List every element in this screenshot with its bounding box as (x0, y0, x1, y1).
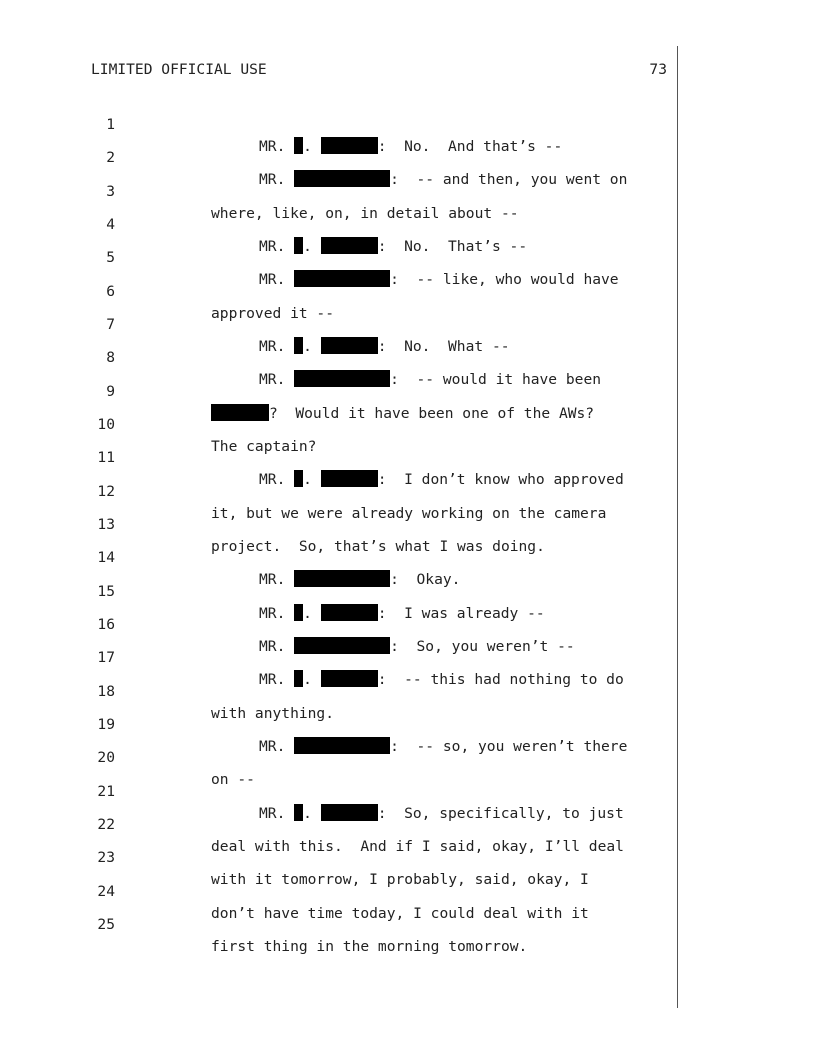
line-text: MR. : -- so, you weren’t there (259, 738, 628, 755)
spoken-text: -- would it have been (416, 371, 602, 388)
line-number: 3 (106, 183, 115, 200)
speaker-prefix: MR. (259, 571, 286, 588)
line-number: 21 (97, 783, 115, 800)
speaker-prefix: MR. (259, 805, 286, 822)
line-text: with it tomorrow, I probably, said, okay, I (211, 871, 589, 888)
line-number: 22 (97, 816, 115, 833)
transcript-line (0, 92, 670, 155)
line-number: 11 (97, 449, 115, 466)
line-text: approved it -- (211, 305, 335, 322)
line-number: 1 (106, 116, 115, 133)
speaker-prefix: MR. (259, 138, 286, 155)
transcript-line (0, 192, 670, 255)
spoken-text: No. What -- (404, 338, 510, 355)
line-text: MR. . : No. That’s -- (259, 238, 528, 255)
transcript-line (0, 359, 670, 422)
page-number: 73 (649, 61, 667, 78)
line-number: 4 (106, 216, 115, 233)
speaker-prefix: MR. (259, 605, 286, 622)
line-number: 16 (97, 616, 115, 633)
line-text: MR. . : So, specifically, to just (259, 805, 624, 822)
transcript-line (0, 792, 670, 855)
line-number: 14 (97, 549, 115, 566)
transcript-line (0, 759, 670, 822)
transcript-line (0, 392, 670, 455)
line-number: 19 (97, 716, 115, 733)
line-number: 15 (97, 583, 115, 600)
spoken-text: -- this had nothing to do (404, 671, 624, 688)
line-text: MR. : Okay. (259, 571, 461, 588)
line-text: with anything. (211, 705, 335, 722)
line-number: 7 (106, 316, 115, 333)
transcript-line (0, 692, 670, 755)
line-text: on -- (211, 771, 255, 788)
line-number: 17 (97, 649, 115, 666)
line-text: deal with this. And if I said, okay, I’ll deal (211, 838, 624, 855)
line-number: 2 (106, 149, 115, 166)
line-text: MR. . : No. And that’s -- (259, 138, 563, 155)
speaker-prefix: MR. (259, 271, 286, 288)
line-number: 6 (106, 283, 115, 300)
transcript-line (0, 859, 670, 922)
spoken-text: So, you weren’t -- (416, 638, 575, 655)
transcript-line (0, 892, 670, 955)
transcript-line (0, 592, 670, 655)
spoken-text: So, specifically, to just (404, 805, 624, 822)
transcript-line (0, 659, 670, 722)
spoken-text: -- like, who would have (416, 271, 619, 288)
spoken-text: I don’t know who approved (404, 471, 624, 488)
transcript-line (0, 559, 670, 622)
speaker-prefix: MR. (259, 638, 286, 655)
transcript-line (0, 459, 670, 522)
line-text: MR. : -- would it have been (259, 371, 602, 388)
line-number: 18 (97, 683, 115, 700)
line-number: 5 (106, 249, 115, 266)
transcript-line (0, 525, 670, 588)
line-text: MR. . : I was already -- (259, 605, 545, 622)
line-number: 24 (97, 883, 115, 900)
transcript-line (0, 625, 670, 688)
speaker-prefix: MR. (259, 371, 286, 388)
line-text: MR. . : No. What -- (259, 338, 510, 355)
transcript-line (0, 159, 670, 222)
line-number: 10 (97, 416, 115, 433)
line-text: MR. . : -- this had nothing to do (259, 671, 624, 688)
line-text: The captain? (211, 438, 317, 455)
line-number: 20 (97, 749, 115, 766)
transcript-line (0, 492, 670, 555)
line-text: don’t have time today, I could deal with it (211, 905, 589, 922)
speaker-prefix: MR. (259, 671, 286, 688)
spoken-text: ? Would it have been one of the AWs? (269, 405, 595, 422)
transcript-line (0, 292, 670, 355)
speaker-prefix: MR. (259, 738, 286, 755)
line-number: 9 (106, 383, 115, 400)
speaker-prefix: MR. (259, 238, 286, 255)
line-number: 25 (97, 916, 115, 933)
speaker-prefix: MR. (259, 471, 286, 488)
line-number: 23 (97, 849, 115, 866)
spoken-text: -- and then, you went on (416, 171, 628, 188)
line-text: MR. . : I don’t know who approved (259, 471, 624, 488)
transcript-line (0, 325, 670, 388)
transcript-line (0, 125, 670, 188)
transcript-line (0, 259, 670, 322)
line-text: project. So, that’s what I was doing. (211, 538, 545, 555)
line-number: 8 (106, 349, 115, 366)
line-number: 12 (97, 483, 115, 500)
line-text: it, but we were already working on the camera (211, 505, 607, 522)
transcript-line (0, 225, 670, 288)
line-text: MR. : -- and then, you went on (259, 171, 628, 188)
line-text: first thing in the morning tomorrow. (211, 938, 528, 955)
transcript-line (0, 725, 670, 788)
transcript-line (0, 425, 670, 488)
line-number: 13 (97, 516, 115, 533)
line-text: MR. : So, you weren’t -- (259, 638, 575, 655)
line-text: where, like, on, in detail about -- (211, 205, 519, 222)
speaker-prefix: MR. (259, 338, 286, 355)
speaker-prefix: MR. (259, 171, 286, 188)
spoken-text: No. That’s -- (404, 238, 528, 255)
line-text: MR. : -- like, who would have (259, 271, 619, 288)
spoken-text: No. And that’s -- (404, 138, 563, 155)
transcript-line (0, 825, 670, 888)
page-header-classification: LIMITED OFFICIAL USE (91, 61, 267, 78)
spoken-text: I was already -- (404, 605, 545, 622)
spoken-text: -- so, you weren’t there (416, 738, 628, 755)
margin-rule (677, 46, 678, 1008)
spoken-text: Okay. (416, 571, 461, 588)
